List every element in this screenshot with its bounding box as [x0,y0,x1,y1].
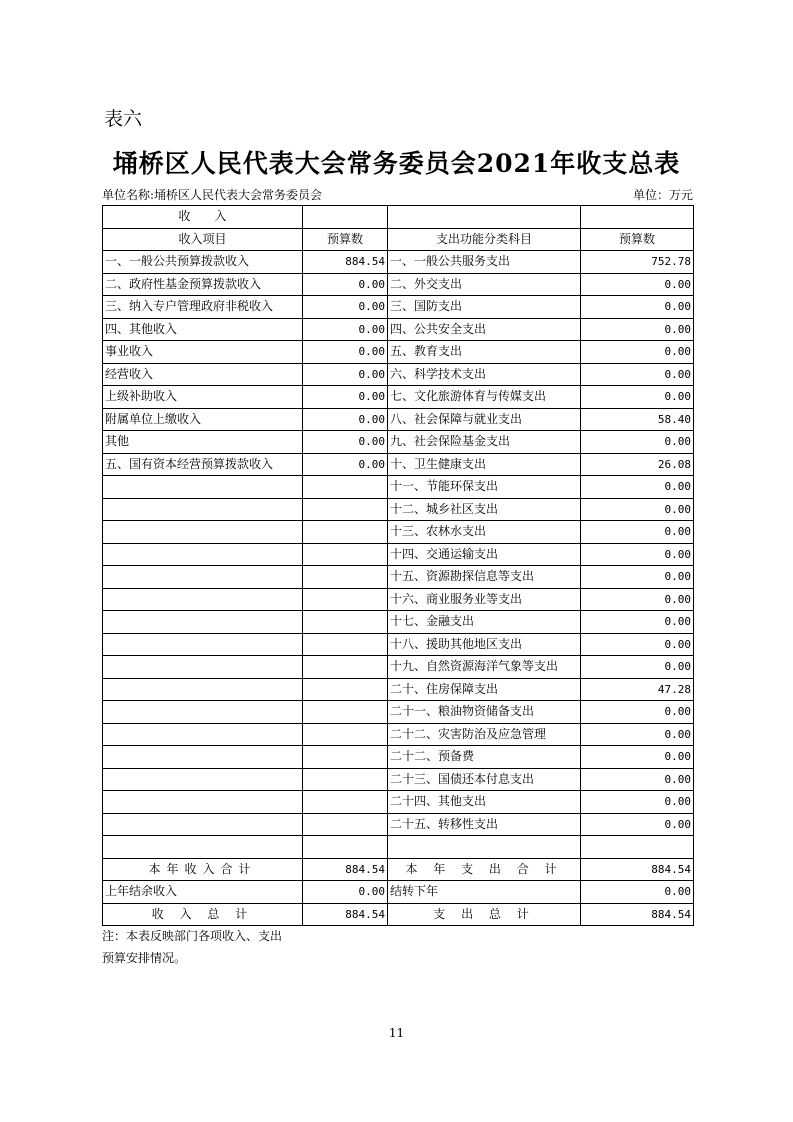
budget-table [102,205,694,926]
table-row [103,836,694,859]
income-item-cell: 附属单位上缴收入 [103,408,303,431]
income-item-cell: 经营收入 [103,363,303,386]
expense-budget-cell: 0.00 [581,521,694,544]
expense-budget-cell: 0.00 [581,341,694,364]
expense-item-cell: 二十三、国债还本付息支出 [388,768,581,791]
income-budget-cell [303,723,388,746]
expense-item-cell: 四、公共安全支出 [388,318,581,341]
income-budget-cell [303,656,388,679]
expense-item-cell: 三、国防支出 [388,296,581,319]
expense-budget-cell: 0.00 [581,431,694,454]
income-item-cell: 四、其他收入 [103,318,303,341]
expense-item-cell: 一、一般公共服务支出 [388,251,581,274]
header-empty-cell [388,206,581,229]
expense-grand-total-value: 884.54 [581,903,694,926]
expense-item-cell: 二十四、其他支出 [388,791,581,814]
income-item-cell [103,611,303,634]
expense-item-cell [388,836,581,859]
expense-budget-cell: 0.00 [581,273,694,296]
note-line: 注：本表反映部门各项收入、支出 [102,929,283,943]
income-budget-cell [303,633,388,656]
income-item-cell [103,791,303,814]
expense-budget-cell: 0.00 [581,746,694,769]
unit-name: 单位名称:埇桥区人民代表大会常务委员会 [102,188,323,202]
income-item-cell [103,476,303,499]
expense-item-cell: 十九、自然资源海洋气象等支出 [388,656,581,679]
expense-item-cell: 十、卫生健康支出 [388,453,581,476]
table-note [102,925,282,969]
budget-table-body [103,206,694,859]
expense-budget-cell: 0.00 [581,498,694,521]
header-row-group [103,206,694,229]
table-row [103,566,694,589]
header-row-columns [103,228,694,251]
table-row [103,273,694,296]
table-row [103,521,694,544]
income-item-cell [103,498,303,521]
table-row [103,453,694,476]
table-row [103,251,694,274]
income-budget-cell [303,476,388,499]
expense-budget-cell: 0.00 [581,386,694,409]
table-row [103,656,694,679]
income-item-cell: 二、政府性基金预算拨款收入 [103,273,303,296]
carry-forward-label: 结转下年 [388,881,581,904]
income-budget-cell [303,791,388,814]
expense-item-cell: 二十二、预备费 [388,746,581,769]
table-row [103,363,694,386]
income-item-cell: 三、纳入专户管理政府非税收入 [103,296,303,319]
income-budget-cell [303,746,388,769]
header-empty-cell [303,206,388,229]
budget-table-totals [103,858,694,926]
table-row [103,813,694,836]
income-item-cell [103,588,303,611]
table-row [103,498,694,521]
income-budget-cell [303,588,388,611]
income-item-cell: 五、国有资本经营预算拨款收入 [103,453,303,476]
table-row [103,296,694,319]
expense-item-cell: 二十、住房保障支出 [388,678,581,701]
income-item-cell [103,701,303,724]
expense-budget-header: 预算数 [581,228,694,251]
expense-budget-cell: 0.00 [581,318,694,341]
income-item-cell [103,768,303,791]
expense-item-cell: 五、教育支出 [388,341,581,364]
income-item-cell [103,656,303,679]
year-expense-total-value: 884.54 [581,858,694,881]
expense-budget-cell: 0.00 [581,296,694,319]
expense-item-cell: 十二、城乡社区支出 [388,498,581,521]
expense-item-cell: 九、社会保险基金支出 [388,431,581,454]
income-budget-cell [303,701,388,724]
expense-item-cell: 二十二、灾害防治及应急管理 [388,723,581,746]
income-budget-cell: 0.00 [303,453,388,476]
income-budget-cell [303,543,388,566]
income-budget-cell [303,813,388,836]
income-budget-cell [303,521,388,544]
table-row [103,633,694,656]
table-row [103,408,694,431]
income-budget-header: 预算数 [303,228,388,251]
page-title: 埇桥区人民代表大会常务委员会2021年收支总表 [112,149,681,178]
table-row [103,386,694,409]
expense-item-header: 支出功能分类科目 [388,228,581,251]
income-item-cell [103,746,303,769]
expense-item-cell: 十四、交通运输支出 [388,543,581,566]
page-number: 11 [388,1026,405,1040]
expense-budget-cell: 58.40 [581,408,694,431]
income-item-cell [103,723,303,746]
table-row [103,341,694,364]
expense-item-cell: 六、科学技术支出 [388,363,581,386]
expense-grand-total-label: 支 出 总 计 [388,903,581,926]
expense-budget-cell: 0.00 [581,476,694,499]
expense-budget-cell: 26.08 [581,453,694,476]
income-budget-cell: 0.00 [303,408,388,431]
income-item-cell [103,521,303,544]
income-item-cell: 其他 [103,431,303,454]
grand-total-row [103,903,694,926]
expense-item-cell: 十六、商业服务业等支出 [388,588,581,611]
prior-balance-value: 0.00 [303,881,388,904]
table-row [103,701,694,724]
expense-budget-cell: 0.00 [581,543,694,566]
income-item-cell: 上级补助收入 [103,386,303,409]
expense-item-cell: 十五、资源勘探信息等支出 [388,566,581,589]
expense-budget-cell: 0.00 [581,791,694,814]
expense-budget-cell: 0.00 [581,656,694,679]
header-empty-cell [581,206,694,229]
expense-budget-cell: 752.78 [581,251,694,274]
expense-budget-cell: 0.00 [581,363,694,386]
income-item-cell [103,813,303,836]
note-line: 预算安排情况。 [102,951,187,965]
carry-forward-value: 0.00 [581,881,694,904]
income-item-cell [103,633,303,656]
income-item-cell: 事业收入 [103,341,303,364]
expense-budget-cell: 0.00 [581,701,694,724]
page-label: 表六 [104,108,143,130]
income-budget-cell: 0.00 [303,341,388,364]
expense-budget-cell: 47.28 [581,678,694,701]
expense-budget-cell: 0.00 [581,768,694,791]
unit-currency: 单位：万元 [632,188,693,202]
table-row [103,543,694,566]
expense-budget-cell: 0.00 [581,813,694,836]
year-income-total-value: 884.54 [303,858,388,881]
expense-item-cell: 十一、节能环保支出 [388,476,581,499]
balance-row [103,881,694,904]
income-budget-cell [303,498,388,521]
income-item-cell [103,678,303,701]
income-group-header: 收 入 [103,206,303,229]
year-total-row [103,858,694,881]
income-budget-cell: 884.54 [303,251,388,274]
expense-budget-cell: 0.00 [581,633,694,656]
income-budget-cell [303,678,388,701]
income-budget-cell: 0.00 [303,296,388,319]
income-budget-cell: 0.00 [303,431,388,454]
table-row [103,318,694,341]
income-budget-cell: 0.00 [303,318,388,341]
income-item-cell [103,543,303,566]
expense-budget-cell: 0.00 [581,723,694,746]
table-row [103,611,694,634]
year-expense-total-label: 本 年 支 出 合 计 [388,858,581,881]
expense-item-cell: 七、文化旅游体育与传媒支出 [388,386,581,409]
income-item-cell [103,836,303,859]
income-grand-total-value: 884.54 [303,903,388,926]
income-budget-cell [303,768,388,791]
table-row [103,431,694,454]
table-row [103,723,694,746]
table-row [103,768,694,791]
expense-item-cell: 十八、援助其他地区支出 [388,633,581,656]
table-row [103,791,694,814]
expense-item-cell: 二、外交支出 [388,273,581,296]
table-row [103,588,694,611]
income-grand-total-label: 收 入 总 计 [103,903,303,926]
income-item-header: 收入项目 [103,228,303,251]
table-row [103,746,694,769]
expense-item-cell: 二十五、转移性支出 [388,813,581,836]
expense-budget-cell [581,836,694,859]
income-item-cell [103,566,303,589]
expense-budget-cell: 0.00 [581,588,694,611]
expense-item-cell: 八、社会保障与就业支出 [388,408,581,431]
table-row [103,476,694,499]
expense-item-cell: 十七、金融支出 [388,611,581,634]
income-budget-cell [303,836,388,859]
income-budget-cell: 0.00 [303,273,388,296]
year-income-total-label: 本年收入合计 [103,858,303,881]
expense-item-cell: 十三、农林水支出 [388,521,581,544]
expense-budget-cell: 0.00 [581,611,694,634]
table-row [103,678,694,701]
expense-item-cell: 二十一、粮油物资储备支出 [388,701,581,724]
expense-budget-cell: 0.00 [581,566,694,589]
income-budget-cell: 0.00 [303,386,388,409]
income-item-cell: 一、一般公共预算拨款收入 [103,251,303,274]
income-budget-cell: 0.00 [303,363,388,386]
income-budget-cell [303,611,388,634]
income-budget-cell [303,566,388,589]
prior-balance-label: 上年结余收入 [103,881,303,904]
